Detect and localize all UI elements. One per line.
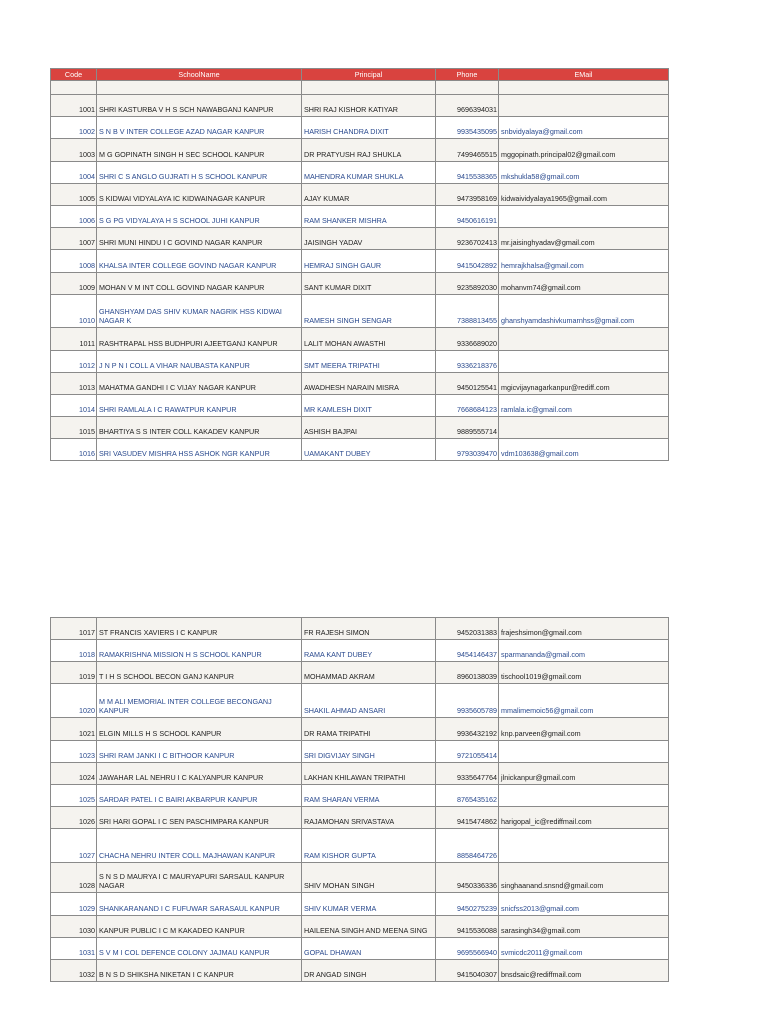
school-cell: SHRI C S ANGLO GUJRATI H S SCHOOL KANPUR: [97, 162, 302, 184]
table-row: [51, 373, 669, 395]
principal-cell: GOPAL DHAWAN: [302, 938, 436, 960]
code-cell: 1001: [51, 95, 97, 117]
principal-cell: SRI DIGVIJAY SINGH: [302, 741, 436, 763]
email-cell: [499, 417, 669, 439]
code-cell: 1018: [51, 640, 97, 662]
school-cell: KANPUR PUBLIC I C M KAKADEO KANPUR: [97, 916, 302, 938]
phone-cell: 7499465515: [436, 139, 499, 162]
phone-cell: 9452031383: [436, 618, 499, 640]
table-row: [51, 684, 669, 718]
code-cell: 1031: [51, 938, 97, 960]
school-cell: RAMAKRISHNA MISSION H S SCHOOL KANPUR: [97, 640, 302, 662]
table-row: [51, 916, 669, 938]
code-cell: 1003: [51, 139, 97, 162]
blank-cell: [302, 81, 436, 95]
phone-cell: 9450275239: [436, 893, 499, 916]
code-cell: 1028: [51, 863, 97, 893]
phone-cell: 9415474862: [436, 807, 499, 829]
school-cell: SHRI RAM JANKI I C BITHOOR KANPUR: [97, 741, 302, 763]
table-row: [51, 117, 669, 139]
school-cell: B N S D SHIKSHA NIKETAN I C KANPUR: [97, 960, 302, 982]
email-cell: svmicdc2011@gmail.com: [499, 938, 669, 960]
email-cell: [499, 351, 669, 373]
principal-cell: FR RAJESH SIMON: [302, 618, 436, 640]
phone-cell: 9235892030: [436, 273, 499, 295]
code-cell: 1012: [51, 351, 97, 373]
phone-cell: 7388813455: [436, 295, 499, 328]
code-cell: 1030: [51, 916, 97, 938]
blank-cell: [436, 81, 499, 95]
code-cell: 1008: [51, 250, 97, 273]
email-cell: snbvidyalaya@gmail.com: [499, 117, 669, 139]
table-row: [51, 273, 669, 295]
email-cell: bnsdsaic@rediffmail.com: [499, 960, 669, 982]
code-cell: 1017: [51, 618, 97, 640]
table-row: [51, 938, 669, 960]
school-table-1: [50, 68, 669, 461]
blank-cell: [499, 81, 669, 95]
principal-cell: ASHISH BAJPAI: [302, 417, 436, 439]
school-cell: S KIDWAI VIDYALAYA IC KIDWAINAGAR KANPUR: [97, 184, 302, 206]
principal-cell: RAM KISHOR GUPTA: [302, 829, 436, 863]
table-row: [51, 741, 669, 763]
email-cell: mggopinath.principal02@gmail.com: [499, 139, 669, 162]
phone-cell: 9415536088: [436, 916, 499, 938]
principal-cell: MOHAMMAD AKRAM: [302, 662, 436, 684]
email-cell: snicfss2013@gmail.com: [499, 893, 669, 916]
code-cell: 1014: [51, 395, 97, 417]
principal-cell: MAHENDRA KUMAR SHUKLA: [302, 162, 436, 184]
principal-cell: RAM SHARAN VERMA: [302, 785, 436, 807]
header-code: Code: [51, 69, 97, 81]
phone-cell: 8858464726: [436, 829, 499, 863]
email-cell: tischool1019@gmail.com: [499, 662, 669, 684]
code-cell: 1007: [51, 228, 97, 250]
table-row: [51, 640, 669, 662]
school-cell: S N B V INTER COLLEGE AZAD NAGAR KANPUR: [97, 117, 302, 139]
principal-cell: DR ANGAD SINGH: [302, 960, 436, 982]
email-cell: sarasingh34@gmail.com: [499, 916, 669, 938]
school-cell: SRI HARI GOPAL I C SEN PASCHIMPARA KANPUR: [97, 807, 302, 829]
header-email: EMail: [499, 69, 669, 81]
principal-cell: AJAY KUMAR: [302, 184, 436, 206]
code-cell: 1027: [51, 829, 97, 863]
school-cell: J N P N I COLL A VIHAR NAUBASTA KANPUR: [97, 351, 302, 373]
school-table-2: [50, 617, 669, 982]
email-cell: mmalimemoic56@gmail.com: [499, 684, 669, 718]
school-cell: MOHAN V M INT COLL GOVIND NAGAR KANPUR: [97, 273, 302, 295]
table-row: [51, 618, 669, 640]
code-cell: 1006: [51, 206, 97, 228]
principal-cell: SHIV MOHAN SINGH: [302, 863, 436, 893]
principal-cell: RAMESH SINGH SENGAR: [302, 295, 436, 328]
code-cell: 1021: [51, 718, 97, 741]
email-cell: [499, 206, 669, 228]
principal-cell: SHAKIL AHMAD ANSARI: [302, 684, 436, 718]
email-cell: [499, 328, 669, 351]
email-cell: jlnickanpur@gmail.com: [499, 763, 669, 785]
code-cell: 1004: [51, 162, 97, 184]
table-row: [51, 250, 669, 273]
phone-cell: 9236702413: [436, 228, 499, 250]
blank-cell: [97, 81, 302, 95]
phone-cell: 9454146437: [436, 640, 499, 662]
table-row: [51, 351, 669, 373]
school-cell: ELGIN MILLS H S SCHOOL KANPUR: [97, 718, 302, 741]
phone-cell: 9889555714: [436, 417, 499, 439]
principal-cell: DR RAMA TRIPATHI: [302, 718, 436, 741]
table-row: [51, 417, 669, 439]
school-cell: GHANSHYAM DAS SHIV KUMAR NAGRIK HSS KIDWAI NAGAR K: [97, 295, 302, 328]
table-row: [51, 295, 669, 328]
code-cell: 1005: [51, 184, 97, 206]
school-cell: SHRI KASTURBA V H S SCH NAWABGANJ KANPUR: [97, 95, 302, 117]
code-cell: 1002: [51, 117, 97, 139]
table-row: [51, 95, 669, 117]
blank-cell: [51, 81, 97, 95]
email-cell: knp.parveen@gmail.com: [499, 718, 669, 741]
email-cell: singhaanand.snsnd@gmail.com: [499, 863, 669, 893]
phone-cell: 9695566940: [436, 938, 499, 960]
table-row: [51, 863, 669, 893]
table-row: [51, 807, 669, 829]
email-cell: mkshukla58@gmail.com: [499, 162, 669, 184]
table-row: [51, 829, 669, 863]
email-cell: ramlala.ic@gmail.com: [499, 395, 669, 417]
email-cell: mr.jaisinghyadav@gmail.com: [499, 228, 669, 250]
principal-cell: UAMAKANT DUBEY: [302, 439, 436, 461]
principal-cell: AWADHESH NARAIN MISRA: [302, 373, 436, 395]
principal-cell: RAMA KANT DUBEY: [302, 640, 436, 662]
school-cell: SARDAR PATEL I C BAIRI AKBARPUR KANPUR: [97, 785, 302, 807]
school-cell: S V M I COL DEFENCE COLONY JAJMAU KANPUR: [97, 938, 302, 960]
table-row: [51, 328, 669, 351]
principal-cell: LALIT MOHAN AWASTHI: [302, 328, 436, 351]
school-cell: ST FRANCIS XAVIERS I C KANPUR: [97, 618, 302, 640]
code-cell: 1023: [51, 741, 97, 763]
blank-row: [51, 81, 669, 95]
header-schoolname: SchoolName: [97, 69, 302, 81]
code-cell: 1010: [51, 295, 97, 328]
table-row: [51, 162, 669, 184]
email-cell: harigopal_ic@rediffmail.com: [499, 807, 669, 829]
phone-cell: 9336218376: [436, 351, 499, 373]
principal-cell: HARISH CHANDRA DIXIT: [302, 117, 436, 139]
email-cell: ghanshyamdashivkumarnhss@gmail.com: [499, 295, 669, 328]
table-row: [51, 439, 669, 461]
email-cell: kidwaividyalaya1965@gmail.com: [499, 184, 669, 206]
code-cell: 1026: [51, 807, 97, 829]
phone-cell: 9335647764: [436, 763, 499, 785]
header-principal: Principal: [302, 69, 436, 81]
phone-cell: 9935435095: [436, 117, 499, 139]
table-row: [51, 206, 669, 228]
code-cell: 1015: [51, 417, 97, 439]
school-cell: S N S D MAURYA I C MAURYAPURI SARSAUL KANPUR NAGAR: [97, 863, 302, 893]
code-cell: 1016: [51, 439, 97, 461]
email-cell: [499, 829, 669, 863]
school-cell: M M ALI MEMORIAL INTER COLLEGE BECONGANJ KANPUR: [97, 684, 302, 718]
principal-cell: RAM SHANKER MISHRA: [302, 206, 436, 228]
principal-cell: SHRI RAJ KISHOR KATIYAR: [302, 95, 436, 117]
table-row: [51, 763, 669, 785]
principal-cell: LAKHAN KHILAWAN TRIPATHI: [302, 763, 436, 785]
school-cell: SHANKARANAND I C FUFUWAR SARASAUL KANPUR: [97, 893, 302, 916]
principal-cell: HAILEENA SINGH AND MEENA SING: [302, 916, 436, 938]
school-cell: RASHTRAPAL HSS BUDHPURI AJEETGANJ KANPUR: [97, 328, 302, 351]
code-cell: 1024: [51, 763, 97, 785]
phone-cell: 9450125541: [436, 373, 499, 395]
table-row: [51, 395, 669, 417]
email-cell: [499, 95, 669, 117]
email-cell: vdm103638@gmail.com: [499, 439, 669, 461]
code-cell: 1013: [51, 373, 97, 395]
phone-cell: 9450616191: [436, 206, 499, 228]
phone-cell: 9415538365: [436, 162, 499, 184]
email-cell: [499, 785, 669, 807]
header-phone: Phone: [436, 69, 499, 81]
school-cell: SRI VASUDEV MISHRA HSS ASHOK NGR KANPUR: [97, 439, 302, 461]
email-cell: mohanvm74@gmail.com: [499, 273, 669, 295]
school-cell: JAWAHAR LAL NEHRU I C KALYANPUR KANPUR: [97, 763, 302, 785]
table-row: [51, 228, 669, 250]
table-row: [51, 139, 669, 162]
principal-cell: JAISINGH YADAV: [302, 228, 436, 250]
principal-cell: SMT MEERA TRIPATHI: [302, 351, 436, 373]
phone-cell: 9936432192: [436, 718, 499, 741]
principal-cell: SHIV KUMAR VERMA: [302, 893, 436, 916]
table-row: [51, 785, 669, 807]
email-cell: hemrajkhalsa@gmail.com: [499, 250, 669, 273]
email-cell: sparmananda@gmail.com: [499, 640, 669, 662]
school-cell: T I H S SCHOOL BECON GANJ KANPUR: [97, 662, 302, 684]
table-row: [51, 184, 669, 206]
phone-cell: 9721055414: [436, 741, 499, 763]
school-cell: SHRI MUNI HINDU I C GOVIND NAGAR KANPUR: [97, 228, 302, 250]
phone-cell: 9415040307: [436, 960, 499, 982]
school-cell: KHALSA INTER COLLEGE GOVIND NAGAR KANPUR: [97, 250, 302, 273]
phone-cell: 9793039470: [436, 439, 499, 461]
phone-cell: 9473958169: [436, 184, 499, 206]
code-cell: 1032: [51, 960, 97, 982]
phone-cell: 7668684123: [436, 395, 499, 417]
phone-cell: 8765435162: [436, 785, 499, 807]
school-cell: MAHATMA GANDHI I C VIJAY NAGAR KANPUR: [97, 373, 302, 395]
header-row: [51, 69, 669, 81]
principal-cell: MR KAMLESH DIXIT: [302, 395, 436, 417]
principal-cell: SANT KUMAR DIXIT: [302, 273, 436, 295]
school-cell: S G PG VIDYALAYA H S SCHOOL JUHI KANPUR: [97, 206, 302, 228]
phone-cell: 9336689020: [436, 328, 499, 351]
phone-cell: 8960138039: [436, 662, 499, 684]
code-cell: 1009: [51, 273, 97, 295]
code-cell: 1020: [51, 684, 97, 718]
table-row: [51, 960, 669, 982]
phone-cell: 9450336336: [436, 863, 499, 893]
code-cell: 1025: [51, 785, 97, 807]
table-row: [51, 662, 669, 684]
table-row: [51, 893, 669, 916]
school-cell: CHACHA NEHRU INTER COLL MAJHAWAN KANPUR: [97, 829, 302, 863]
school-cell: BHARTIYA S S INTER COLL KAKADEV KANPUR: [97, 417, 302, 439]
code-cell: 1011: [51, 328, 97, 351]
principal-cell: HEMRAJ SINGH GAUR: [302, 250, 436, 273]
phone-cell: 9935605789: [436, 684, 499, 718]
email-cell: frajeshsimon@gmail.com: [499, 618, 669, 640]
school-cell: M G GOPINATH SINGH H SEC SCHOOL KANPUR: [97, 139, 302, 162]
phone-cell: 9415042892: [436, 250, 499, 273]
email-cell: mgicvijaynagarkanpur@rediff.com: [499, 373, 669, 395]
table-row: [51, 718, 669, 741]
email-cell: [499, 741, 669, 763]
principal-cell: RAJAMOHAN SRIVASTAVA: [302, 807, 436, 829]
phone-cell: 9696394031: [436, 95, 499, 117]
school-cell: SHRI RAMLALA I C RAWATPUR KANPUR: [97, 395, 302, 417]
principal-cell: DR PRATYUSH RAJ SHUKLA: [302, 139, 436, 162]
code-cell: 1029: [51, 893, 97, 916]
code-cell: 1019: [51, 662, 97, 684]
